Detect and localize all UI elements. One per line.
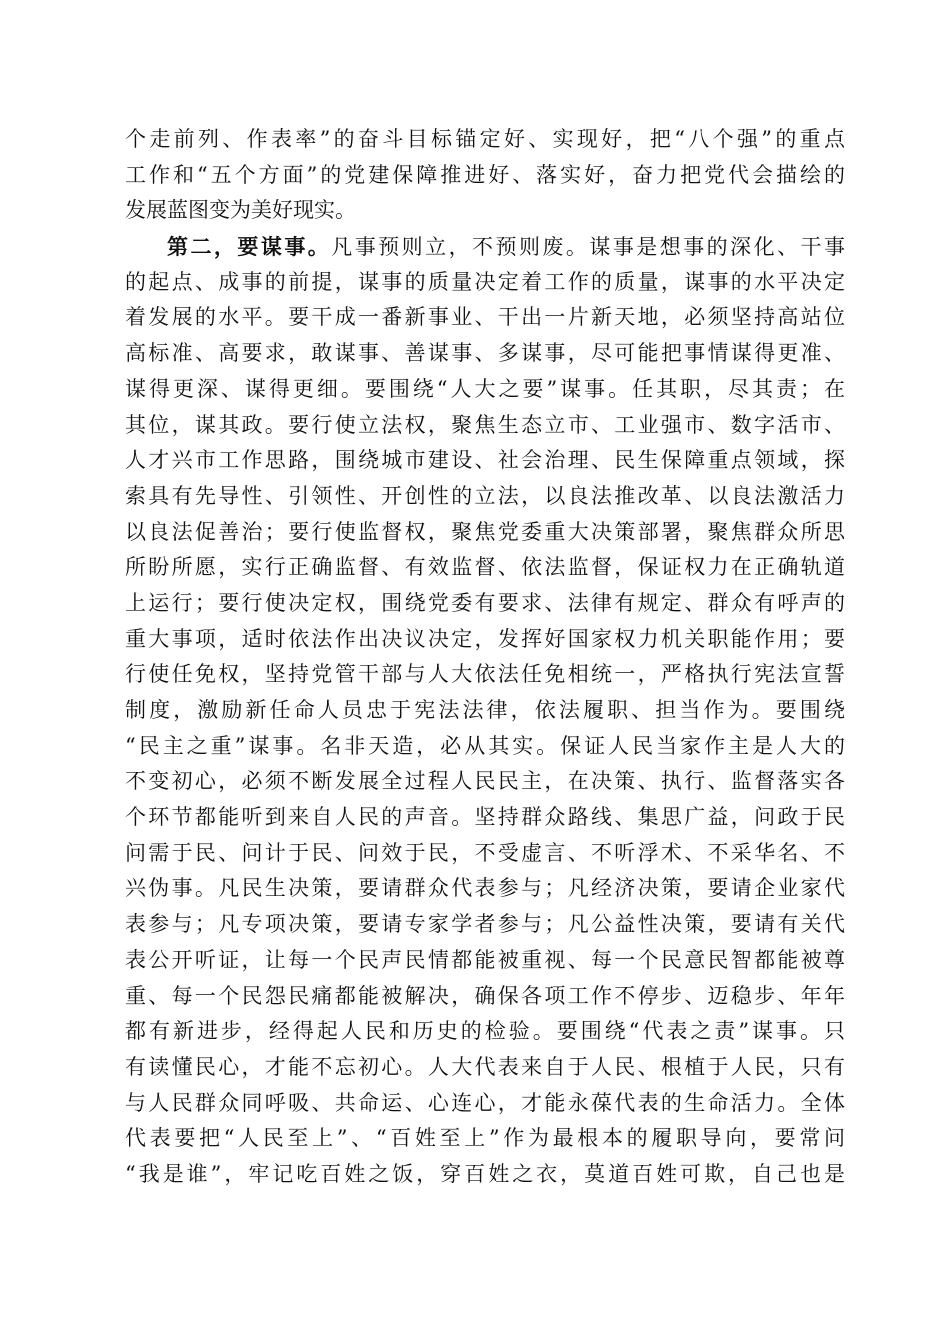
text-line: 重大事项，适时依法作出决议决定，发挥好国家权力机关职能作用；要: [125, 626, 845, 651]
text-line: 有读懂民心，才能不忘初心。人大代表来自于人民、根植于人民，只有: [125, 1054, 845, 1079]
text-line: 表公开听证，让每一个民声民情都能被重视、每一个民意民智都能被尊: [125, 947, 845, 972]
text-line: 重、每一个民怨民痛都能被解决，确保各项工作不停步、迈稳步、年年: [125, 983, 845, 1008]
text-line: 代表要把“人民至上”、“百姓至上”作为最根本的履职导向，要常问: [125, 1126, 845, 1151]
text-line: 不变初心，必须不断发展全过程人民民主，在决策、执行、监督落实各: [125, 769, 845, 794]
text-line: 表参与；凡专项决策，要请专家学者参与；凡公益性决策，要请有关代: [125, 912, 845, 937]
text-line: 上运行；要行使决定权，围绕党委有要求、法律有规定、群众有呼声的: [125, 590, 845, 615]
text-line: 着发展的水平。要干成一番新事业、干出一片新天地，必须坚持高站位: [125, 305, 845, 330]
text-run: 凡事预则立，不预则废。谋事是想事的深化、干事: [331, 235, 845, 260]
text-line: 发展蓝图变为美好现实。: [125, 198, 356, 223]
document-body: [125, 122, 845, 1193]
text-line: 的起点、成事的前提，谋事的质量决定着工作的质量，谋事的水平决定: [125, 269, 845, 294]
text-line: 兴伪事。凡民生决策，要请群众代表参与；凡经济决策，要请企业家代: [125, 876, 845, 901]
text-line: 其位，谋其政。要行使立法权，聚焦生态立市、工业强市、数字活市、: [125, 412, 845, 437]
text-line: 谋得更深、谋得更细。要围绕“人大之要”谋事。任其职，尽其责；在: [125, 376, 845, 401]
text-line: 个环节都能听到来自人民的声音。坚持群众路线、集思广益，问政于民: [125, 805, 845, 830]
text-line: 都有新进步，经得起人民和历史的检验。要围绕“代表之责”谋事。只: [125, 1019, 845, 1044]
text-line: 以良法促善治；要行使监督权，聚焦党委重大决策部署，聚焦群众所思: [125, 519, 845, 544]
text-line: 问需于民、问计于民、问效于民，不受虚言、不听浮术、不采华名、不: [125, 840, 845, 865]
text-line: “我是谁”，牢记吃百姓之饭，穿百姓之衣，莫道百姓可欺，自己也是: [125, 1161, 845, 1186]
text-line: 行使任免权，坚持党管干部与人大依法任免相统一，严格执行宪法宣誓: [125, 662, 845, 687]
text-line: 个走前列、作表率”的奋斗目标锚定好、实现好，把“八个强”的重点: [125, 127, 845, 151]
text-line: 所盼所愿，实行正确监督、有效监督、依法监督，保证权力在正确轨道: [125, 555, 845, 580]
text-line: 工作和“五个方面”的党建保障推进好、落实好，奋力把党代会描绘的: [125, 162, 845, 187]
paragraph-two-first-line: [125, 229, 845, 265]
text-line: 人才兴市工作思路，围绕城市建设、社会治理、民生保障重点领域，探: [125, 448, 845, 473]
section-heading: 第二，要谋事。: [167, 234, 332, 260]
text-line: 与人民群众同呼吸、共命运、心连心，才能永葆代表的生命活力。全体: [125, 1090, 845, 1115]
text-line: 索具有先导性、引领性、开创性的立法，以良法推改革、以良法激活力: [125, 483, 845, 508]
text-line: “民主之重”谋事。名非天造，必从其实。保证人民当家作主是人大的: [125, 733, 845, 758]
text-line: 高标准、高要求，敢谋事、善谋事、多谋事，尽可能把事情谋得更准、: [125, 341, 845, 366]
text-line: 制度，激励新任命人员忠于宪法法律，依法履职、担当作为。要围绕: [125, 698, 845, 722]
